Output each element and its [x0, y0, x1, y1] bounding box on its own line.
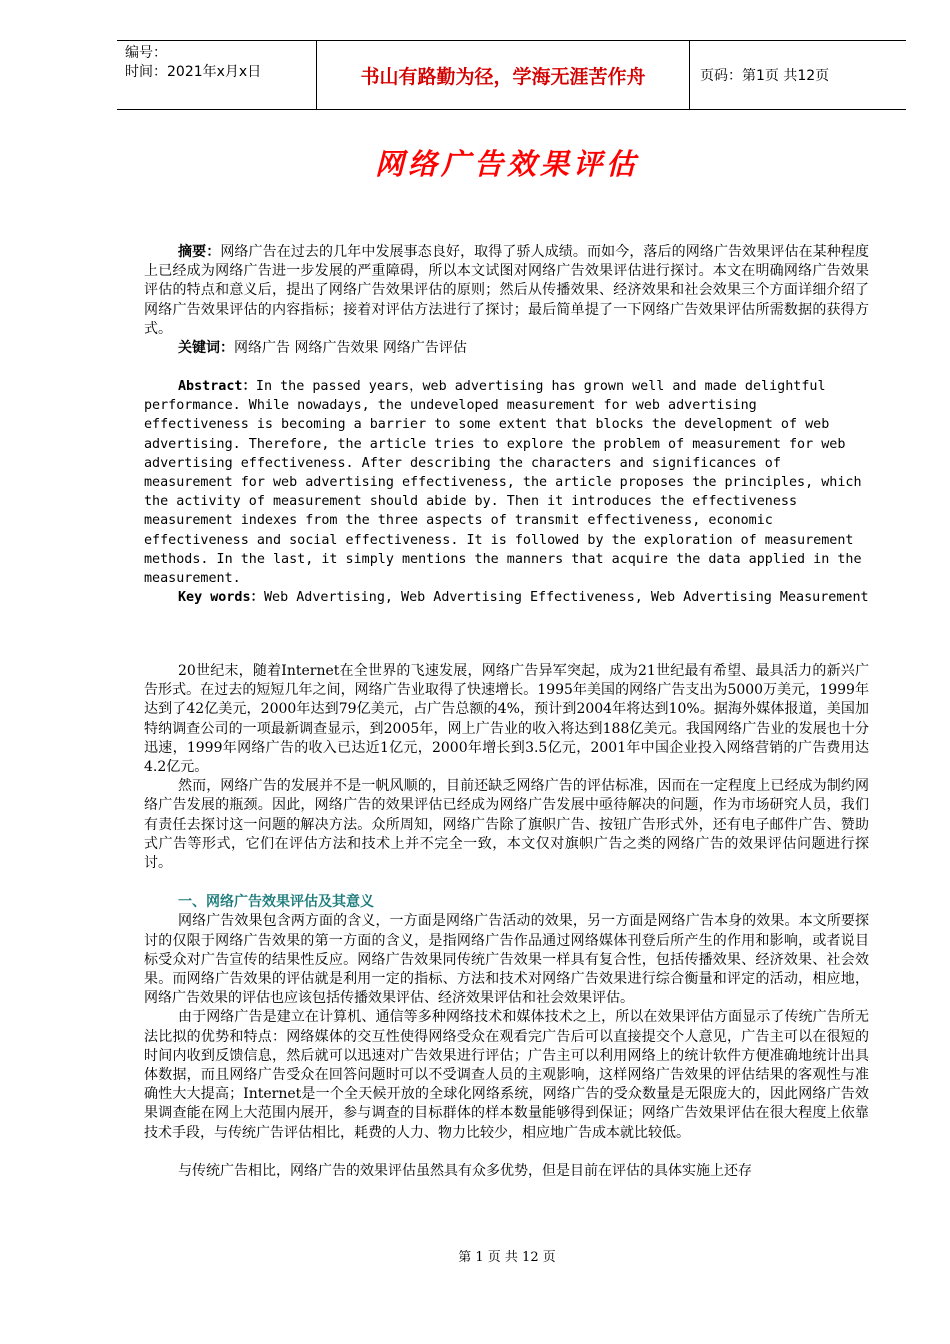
abstract-english [144, 377, 869, 607]
body-paragraph-1: 20世纪末，随着Internet在全世界的飞速发展，网络广告异军突起，成为21世纪最有希望、最具活力的新兴广告形式。在过去的短短几年之间，网络广告业取得了快速增长。1995年美国的网络广告支出为5000万美元，1999年达到了42亿美元，2000年达到79亿美元，占广告总额的4%，预计到2004年将达到10%。据海外媒体报道，美国加特纳调查公司的一项最新调查显示，到2005年，网上广告业的收入将达到188亿美元。我国网络广告业的发展也十分迅速，1999年网络广告的收入已达近1亿元，2000年增长到3.5亿元，2001年中国企业投入网络营销的广告费用达4.2亿元。 [144, 663, 869, 776]
body-paragraph-2: 然而，网络广告的发展并不是一帆风顺的，目前还缺乏网络广告的评估标准，因而在一定程度上已经成为制约网络广告发展的瓶颈。因此，网络广告的效果评估已经成为网络广告发展中亟待解决的问题，作为市场研究人员，我们有责任去探讨这一问题的解决方法。众所周知，网络广告除了旗帜广告、按钮广告形式外，还有电子邮件广告、赞助式广告等形式，它们在评估方法和技术上并不完全一致，本文仅对旗帜广告之类的网络广告的效果评估问题进行探讨。 [144, 778, 869, 872]
main-body [144, 662, 869, 1181]
keywords-cn-paragraph [144, 339, 869, 358]
header-motto: 书山有路勤为径，学海无涯苦作舟 [316, 41, 690, 109]
body-paragraph-5: 与传统广告相比，网络广告的效果评估虽然具有众多优势，但是目前在评估的具体实施上还存 [178, 1162, 752, 1179]
keywords-cn-text: 网络广告 网络广告效果 网络广告评估 [234, 340, 467, 357]
keywords-en-text: Web Advertising, Web Advertising Effectiveness, Web Advertising Measurement [263, 590, 869, 606]
section-1-heading: 一、网络广告效果评估及其意义 [178, 894, 374, 911]
header-left-cell [117, 41, 316, 109]
abstract-en-label: Abstract： [178, 379, 256, 394]
document-title: 网络广告效果评估 [374, 147, 639, 181]
body-paragraph-3: 网络广告效果包含两方面的含义，一方面是网络广告活动的效果，另一方面是网络广告本身的效果。本文所要探讨的仅限于网络广告效果的第一方面的含义，是指网络广告作品通过网络媒体刊登后所产生的作用和影响，或者说目标受众对广告宣传的结果性反应。网络广告效果同传统广告效果一样具有复合性，包括传播效果、经济效果、社会效果。而网络广告效果的评估就是利用一定的指标、方法和技术对网络广告效果进行综合衡量和评定的活动，相应地，网络广告效果的评估也应该包括传播效果评估、经济效果评估和社会效果评估。 [144, 913, 869, 1007]
document-time-label: 时间：2021年x月x日 [125, 64, 262, 80]
document-number-label: 编号： [125, 45, 167, 61]
header-table [117, 40, 906, 110]
abstract-en-text: In the passed years，web advertising has grown well and made delightful performance. While nowadays, the undeveloped measurement for web advertising effectiveness is becoming a barrier to some extent that blocks the development of web advertising. Therefore, the article tries to explore the problem of measurement for web advertising effectiveness. After describing the characters and significances of measurement for web advertising effectiveness, the article proposes the principles, which the activity of measurement should abide by. Then it introduces the effectiveness measurement indexes from the three aspects of transmit effectiveness, economic effectiveness and social effectiveness. It is followed by the exploration of measurement methods. In the last, it simply mentions the manners that acquire the data applied in the measurement. [144, 379, 862, 587]
page-footer: 第 1 页 共 12 页 [458, 1250, 556, 1265]
abstract-cn-label: 摘要： [178, 244, 221, 260]
header-page-label: 页码：第1页 共12页 [700, 68, 830, 84]
abstract-cn-paragraph [144, 243, 869, 339]
keywords-cn-label: 关键词： [178, 340, 234, 357]
abstract-chinese [144, 243, 869, 358]
abstract-en-paragraph [144, 377, 869, 588]
paragraph-gap [144, 1143, 869, 1162]
keywords-en-label: Key words： [178, 590, 264, 606]
abstract-cn-text: 网络广告在过去的几年中发展事态良好，取得了骄人成绩。而如今，落后的网络广告效果评估在某种程度上已经成为网络广告进一步发展的严重障碍，所以本文试图对网络广告效果评估进行探讨。本文在明确网络广告效果评估的特点和意义后，提出了网络广告效果评估的原则；然后从传播效果、经济效果和社会效果三个方面详细介绍了网络广告效果评估的内容指标；接着对评估方法进行了探讨；最后简单提了一下网络广告效果评估所需数据的获得方式。 [144, 244, 869, 337]
body-paragraph-4: 由于网络广告是建立在计算机、通信等多种网络技术和媒体技术之上，所以在效果评估方面显示了传统广告所无法比拟的优势和特点：网络媒体的交互性使得网络受众在观看完广告后可以直接提交个人意见，广告主可以在很短的时间内收到反馈信息，然后就可以迅速对广告效果进行评估；广告主可以利用网络上的统计软件方便准确地统计出具体数据，而且网络广告受众在回答问题时可以不受调查人员的主观影响，这样网络广告效果的评估结果的客观性与准确性大大提高；Internet是一个全天候开放的全球化网络系统，网络广告的受众数量是无限庞大的，因此网络广告效果调查能在网上大范围内展开，参与调查的目标群体的样本数量能够得到保证；网络广告效果评估在很大程度上依靠技术手段，与传统广告评估相比，耗费的人力、物力比较少，相应地广告成本就比较低。 [144, 1009, 869, 1141]
keywords-en-paragraph [144, 588, 869, 607]
